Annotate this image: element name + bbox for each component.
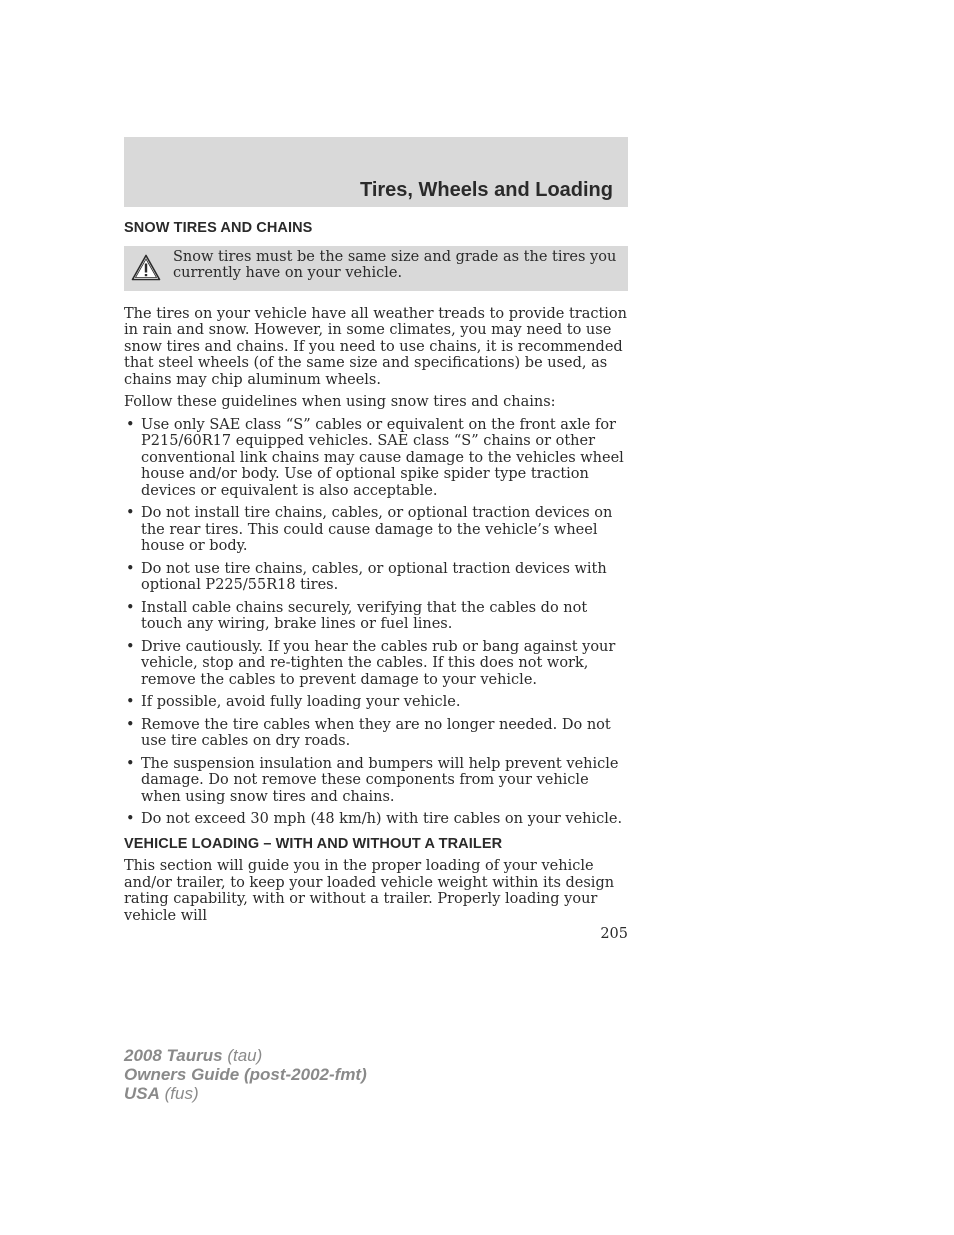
section-heading-vehicle-loading: VEHICLE LOADING – WITH AND WITHOUT A TRAILER	[124, 835, 503, 852]
list-item: • Do not exceed 30 mph (48 km/h) with tire cables on your vehicle.	[124, 811, 628, 828]
list-item: • If possible, avoid fully loading your vehicle.	[124, 694, 628, 711]
footer-line-2: Owners Guide (post-2002-fmt)	[124, 1065, 367, 1084]
list-item: • Do not install tire chains, cables, or optional traction devices on the rear tires. This could cause damage to the vehicle’s wheel house or body.	[124, 505, 628, 555]
guidelines-list	[124, 417, 628, 828]
list-item: • Use only SAE class “S” cables or equivalent on the front axle for P215/60R17 equipped vehicles. SAE class “S” chains or other conventional link chains may cause damage to the vehicles wheel house and/or body. Use of optional spike spider type traction devices or equivalent is also acceptable.	[124, 417, 628, 500]
list-item: • Drive cautiously. If you hear the cables rub or bang against your vehicle, stop and re-tighten the cables. If this does not work, remove the cables to prevent damage to your vehicle.	[124, 639, 628, 689]
chapter-header-band	[124, 137, 628, 207]
warning-box	[124, 246, 628, 291]
list-item: • Remove the tire cables when they are no longer needed. Do not use tire cables on dry roads.	[124, 717, 628, 750]
warning-text: Snow tires must be the same size and grade as the tires you currently have on your vehicle.	[173, 248, 617, 281]
vehicle-loading-paragraph: This section will guide you in the proper loading of your vehicle and/or trailer, to keep your loaded vehicle weight within its design rating capability, with or without a trailer. Properly loading your vehicle will	[124, 858, 615, 924]
document-footer	[124, 1046, 367, 1103]
footer-line-3: USA (fus)	[124, 1084, 199, 1103]
guidelines-intro: Follow these guidelines when using snow tires and chains:	[124, 394, 556, 410]
footer-line-1: 2008 Taurus (tau)	[124, 1046, 263, 1065]
list-item: • Install cable chains securely, verifying that the cables do not touch any wiring, brake lines or fuel lines.	[124, 600, 628, 633]
page-number: 205	[600, 926, 628, 942]
page-content	[124, 220, 628, 924]
section-heading-snow-tires: SNOW TIRES AND CHAINS	[124, 220, 313, 236]
warning-triangle-icon	[131, 254, 161, 281]
intro-paragraph: The tires on your vehicle have all weather treads to provide traction in rain and snow. However, in some climates, you may need to use snow tires and chains. If you need to use chains, it is recommended that steel wheels (of the same size and specifications) be used, as chains may chip aluminum wheels.	[124, 305, 628, 388]
list-item: • The suspension insulation and bumpers will help prevent vehicle damage. Do not remove these components from your vehicle when using snow tires and chains.	[124, 756, 628, 806]
chapter-title: Tires, Wheels and Loading	[359, 179, 613, 201]
list-item: • Do not use tire chains, cables, or optional traction devices with optional P225/55R18 tires.	[124, 561, 628, 594]
